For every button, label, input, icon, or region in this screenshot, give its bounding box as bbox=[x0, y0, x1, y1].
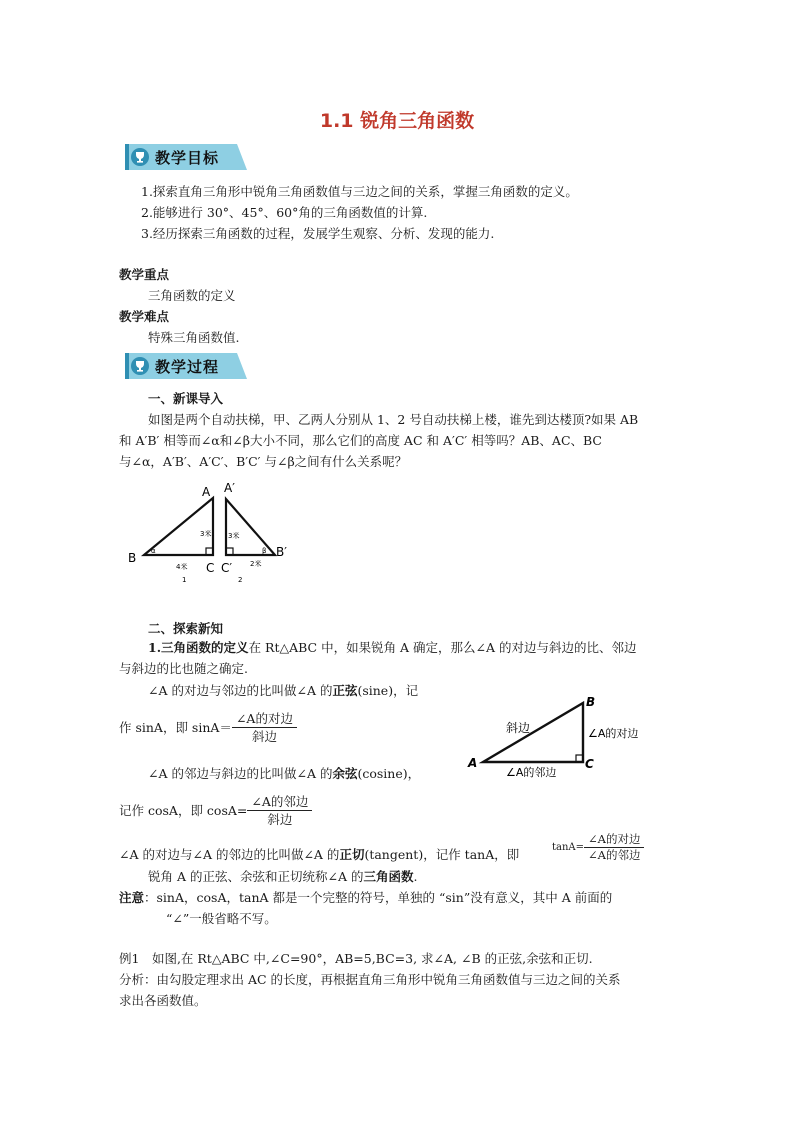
text-segment: (tangent)，记作 tanA，即 bbox=[364, 847, 520, 862]
text-segment: ：sinA，cosA，tanA 都是一个完整的符号，单独的 “sin”没有意义，其中 A 前面的 bbox=[144, 890, 613, 905]
side-label: 3米 bbox=[228, 532, 240, 540]
trophy-icon bbox=[131, 357, 149, 375]
section-banner-process bbox=[125, 353, 249, 379]
definition-line: 与斜边的比也随之确定. bbox=[119, 661, 248, 676]
banner-label: 教学过程 bbox=[155, 358, 220, 376]
opposite-side-label: ∠A的对边 bbox=[588, 727, 639, 740]
escalator-number: 1 bbox=[182, 576, 187, 584]
section1-heading: 一、新课导入 bbox=[148, 391, 224, 406]
vertex-label-B-prime: B′ bbox=[276, 545, 287, 559]
vertex-label-B: B bbox=[586, 695, 596, 709]
key-points-heading: 教学重点 bbox=[119, 267, 170, 282]
cosine-fraction bbox=[247, 793, 312, 828]
escalator-figure bbox=[120, 478, 310, 588]
text-segment: 作 sinA，即 sinA＝ bbox=[119, 720, 232, 735]
side-label: 4米 bbox=[176, 563, 188, 571]
banner-label: 教学目标 bbox=[155, 149, 220, 167]
key-points-text: 三角函数的定义 bbox=[148, 288, 236, 303]
page-title: 1.1 锐角三角函数 bbox=[319, 110, 475, 132]
sine-formula bbox=[119, 710, 297, 745]
vertex-label-C: C bbox=[585, 757, 594, 771]
note-line bbox=[119, 887, 612, 908]
side-label: 2米 bbox=[250, 560, 262, 568]
note-label: 注意 bbox=[119, 890, 145, 905]
difficulty-text: 特殊三角函数值. bbox=[148, 330, 240, 345]
vertex-label-A: A bbox=[202, 485, 211, 499]
tangent-fraction bbox=[584, 832, 644, 863]
hypotenuse-label: 斜边 bbox=[506, 721, 531, 735]
example-line: 例1 如图,在 Rt△ABC 中,∠C=90°，AB=5,BC=3, 求∠A, ∠B 的正弦,余弦和正切. bbox=[119, 951, 593, 966]
paragraph-line: 如图是两个自动扶梯，甲、乙两人分别从 1、2 号自动扶梯上楼，谁先到达楼顶?如果 AB bbox=[148, 412, 639, 427]
fraction-numerator: ∠A的对边 bbox=[232, 710, 297, 728]
sine-definition-line bbox=[148, 680, 418, 701]
side-label: 3米 bbox=[200, 530, 212, 538]
definition-title: 1.三角函数的定义 bbox=[148, 640, 249, 655]
section-banner-goals bbox=[125, 144, 249, 170]
vertex-label-C-prime: C′ bbox=[221, 561, 233, 575]
section2-heading: 二、探索新知 bbox=[148, 621, 224, 636]
fraction-denominator: 斜边 bbox=[267, 812, 293, 827]
text-segment: (sine)，记 bbox=[357, 683, 419, 698]
text-segment: 记作 cosA，即 cosA= bbox=[119, 803, 248, 818]
text-segment: (cosine)， bbox=[357, 766, 421, 781]
text-segment: ∠A 的邻边与斜边的比叫做∠A 的 bbox=[148, 766, 333, 781]
right-triangle-figure bbox=[462, 692, 662, 782]
adjacent-side-label: ∠A的邻边 bbox=[506, 766, 557, 779]
fraction-denominator: 斜边 bbox=[251, 729, 277, 744]
vertex-label-A: A bbox=[468, 756, 478, 770]
goal-item: 3.经历探索三角函数的过程，发展学生观察、分析、发现的能力. bbox=[141, 226, 495, 241]
analysis-line: 分析：由勾股定理求出 AC 的长度，再根据直角三角形中锐角三角函数值与三边之间的关系 bbox=[119, 972, 621, 987]
goal-item: 2.能够进行 30°、45°、60°角的三角函数值的计算. bbox=[141, 205, 428, 220]
text-segment: . bbox=[413, 869, 418, 884]
tangent-definition-line bbox=[119, 844, 519, 865]
text-segment: 锐角 A 的正弦、余弦和正切统称∠A 的 bbox=[148, 869, 364, 884]
angle-label-beta: β bbox=[262, 547, 267, 555]
text-segment: tanA= bbox=[552, 842, 585, 853]
text-segment: ∠A 的对边与∠A 的邻边的比叫做∠A 的 bbox=[119, 847, 340, 862]
note-line: “∠”一般省略不写。 bbox=[166, 911, 277, 926]
fraction-denominator: ∠A的邻边 bbox=[588, 848, 641, 862]
paragraph-line: 和 A′B′ 相等而∠α和∠β大小不同，那么它们的高度 AC 和 A′C′ 相等吗？AB、AC、BC bbox=[119, 433, 602, 448]
term-cosine: 余弦 bbox=[332, 766, 358, 781]
term-sine: 正弦 bbox=[332, 683, 358, 698]
vertex-label-C: C bbox=[206, 561, 215, 575]
fraction-numerator: ∠A的对边 bbox=[584, 832, 644, 848]
definition-line bbox=[148, 637, 637, 658]
term-tangent: 正切 bbox=[339, 847, 365, 862]
definition-text: 在 Rt△ABC 中，如果锐角 A 确定，那么∠A 的对边与斜边的比、邻边 bbox=[248, 640, 637, 655]
tangent-formula bbox=[552, 832, 644, 863]
analysis-line: 求出各函数值。 bbox=[119, 993, 207, 1008]
vertex-label-A-prime: A′ bbox=[224, 481, 235, 495]
term-trig-functions: 三角函数 bbox=[363, 869, 414, 884]
fraction-numerator: ∠A的邻边 bbox=[247, 793, 312, 811]
cosine-formula bbox=[119, 793, 312, 828]
trophy-icon bbox=[131, 148, 149, 166]
paragraph-line: 与∠α，A′B′、A′C′、B′C′ 与∠β之间有什么关系呢？ bbox=[119, 454, 408, 469]
cosine-definition-line bbox=[148, 763, 420, 784]
sine-fraction bbox=[232, 710, 297, 745]
angle-label-alpha: α bbox=[151, 547, 156, 555]
goal-item: 1.探索直角三角形中锐角三角函数值与三边之间的关系，掌握三角函数的定义。 bbox=[141, 184, 578, 199]
summary-line bbox=[148, 866, 417, 887]
text-segment: ∠A 的对边与邻边的比叫做∠A 的 bbox=[148, 683, 333, 698]
vertex-label-B: B bbox=[128, 551, 137, 565]
difficulty-heading: 教学难点 bbox=[119, 309, 170, 324]
escalator-number: 2 bbox=[238, 576, 243, 584]
